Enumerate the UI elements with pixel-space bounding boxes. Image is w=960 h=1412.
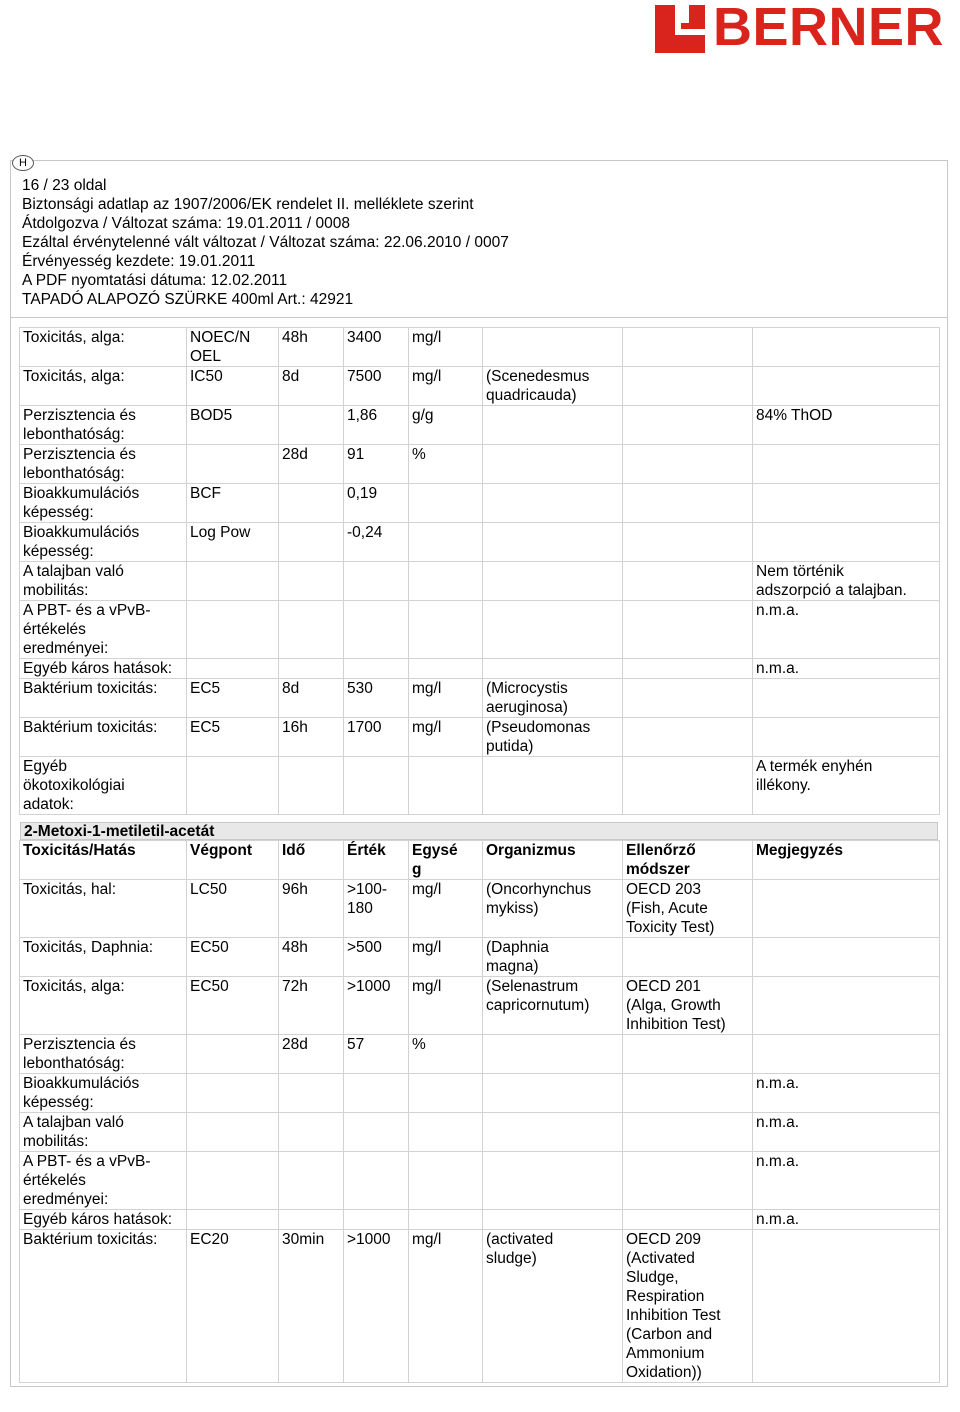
table-cell: %	[409, 445, 483, 484]
table-cell	[409, 562, 483, 601]
table-cell: >500	[344, 938, 409, 977]
table-cell	[279, 523, 344, 562]
table-row	[20, 659, 940, 679]
table-cell	[753, 718, 940, 757]
table-cell: mg/l	[409, 880, 483, 938]
table-cell	[483, 484, 623, 523]
table-cell	[187, 757, 279, 815]
table-cell: 28d	[279, 1035, 344, 1074]
table-cell	[187, 1035, 279, 1074]
table-row	[20, 977, 940, 1035]
table-row	[20, 1074, 940, 1113]
table-cell	[623, 523, 753, 562]
table-cell: Baktérium toxicitás:	[20, 1230, 187, 1383]
table-cell	[344, 1210, 409, 1230]
table-row	[20, 328, 940, 367]
table-cell	[753, 938, 940, 977]
table-cell: 8d	[279, 679, 344, 718]
table-cell	[483, 406, 623, 445]
table-cell: Baktérium toxicitás:	[20, 718, 187, 757]
table-cell: OECD 209 (Activated Sludge, Respiration Inhibition Test (Carbon and Ammonium Oxidation))	[623, 1230, 753, 1383]
table-cell: 72h	[279, 977, 344, 1035]
table-cell	[623, 757, 753, 815]
column-header: Egysé g	[409, 841, 483, 880]
table-cell	[623, 1113, 753, 1152]
table-cell: 8d	[279, 367, 344, 406]
table-cell: -0,24	[344, 523, 409, 562]
table-cell: Perzisztencia és lebonthatóság:	[20, 406, 187, 445]
table-cell	[623, 938, 753, 977]
table-cell: 96h	[279, 880, 344, 938]
table-cell	[344, 562, 409, 601]
column-header: Érték	[344, 841, 409, 880]
table-cell	[279, 562, 344, 601]
table-cell	[279, 757, 344, 815]
table-cell: 84% ThOD	[753, 406, 940, 445]
table-cell	[409, 1113, 483, 1152]
table-cell	[187, 562, 279, 601]
table-cell: (Oncorhynchus mykiss)	[483, 880, 623, 938]
table-cell	[483, 601, 623, 659]
table-cell: 16h	[279, 718, 344, 757]
column-header: Végpont	[187, 841, 279, 880]
table-cell	[753, 1035, 940, 1074]
table-cell	[483, 659, 623, 679]
table-cell: 48h	[279, 328, 344, 367]
table-cell: (Selenastrum capricornutum)	[483, 977, 623, 1035]
table-cell	[409, 484, 483, 523]
table-cell	[279, 601, 344, 659]
table-cell: Toxicitás, alga:	[20, 328, 187, 367]
substance-ecotox-table	[19, 840, 940, 1383]
table-cell	[187, 659, 279, 679]
table-cell: n.m.a.	[753, 601, 940, 659]
table-cell	[623, 484, 753, 523]
table-cell	[279, 659, 344, 679]
table-cell	[187, 601, 279, 659]
table-cell: EC50	[187, 938, 279, 977]
table-cell	[623, 601, 753, 659]
table-cell	[483, 1113, 623, 1152]
product-line: TAPADÓ ALAPOZÓ SZÜRKE 400ml Art.: 42921	[22, 291, 354, 308]
table-cell	[623, 1074, 753, 1113]
table-cell	[279, 1074, 344, 1113]
table-cell	[753, 367, 940, 406]
table-cell	[409, 1210, 483, 1230]
table-row	[20, 1230, 940, 1383]
table-cell: Baktérium toxicitás:	[20, 679, 187, 718]
table-cell: g/g	[409, 406, 483, 445]
table-cell: OECD 203 (Fish, Acute Toxicity Test)	[623, 880, 753, 938]
table-cell	[409, 601, 483, 659]
table-cell: mg/l	[409, 977, 483, 1035]
table-cell	[409, 523, 483, 562]
table-row	[20, 1113, 940, 1152]
table-cell	[753, 484, 940, 523]
table-cell	[753, 1230, 940, 1383]
table-cell: EC5	[187, 718, 279, 757]
table-cell	[623, 1152, 753, 1210]
table-row	[20, 679, 940, 718]
table-cell	[623, 1035, 753, 1074]
doc-title: Biztonsági adatlap az 1907/2006/EK rendelet II. melléklete szerint	[22, 196, 474, 213]
table-row	[20, 601, 940, 659]
table-cell: Perzisztencia és lebonthatóság:	[20, 445, 187, 484]
table-cell: IC50	[187, 367, 279, 406]
column-header: Idő	[279, 841, 344, 880]
table-cell: %	[409, 1035, 483, 1074]
table-cell: Bioakkumulációs képesség:	[20, 523, 187, 562]
table-cell	[623, 406, 753, 445]
table-cell	[623, 718, 753, 757]
table-cell: 30min	[279, 1230, 344, 1383]
table-cell: Toxicitás, hal:	[20, 880, 187, 938]
table-cell: >1000	[344, 977, 409, 1035]
table-cell: LC50	[187, 880, 279, 938]
berner-logo	[655, 0, 960, 57]
table-cell	[187, 1113, 279, 1152]
berner-logo-mark-icon	[655, 5, 705, 53]
superseded-line: Ezáltal érvénytelenné vált változat / Változat száma: 22.06.2010 / 0007	[22, 234, 509, 251]
table-cell: 57	[344, 1035, 409, 1074]
brand-name: BERNER	[713, 0, 945, 57]
table-cell: mg/l	[409, 1230, 483, 1383]
table-cell	[623, 367, 753, 406]
table-cell	[753, 328, 940, 367]
table-cell: n.m.a.	[753, 659, 940, 679]
table-cell: EC50	[187, 977, 279, 1035]
table-cell	[623, 659, 753, 679]
table-cell: n.m.a.	[753, 1074, 940, 1113]
document-header	[22, 176, 509, 309]
table-cell: EC5	[187, 679, 279, 718]
table-cell: A PBT- és a vPvB- értékelés eredményei:	[20, 601, 187, 659]
table-row	[20, 880, 940, 938]
table-cell	[409, 1074, 483, 1113]
table-cell	[623, 445, 753, 484]
page-number: 16 / 23 oldal	[22, 177, 107, 194]
table-row	[20, 484, 940, 523]
table-cell: 530	[344, 679, 409, 718]
table-cell: Egyéb ökotoxikológiai adatok:	[20, 757, 187, 815]
table-cell: 0,19	[344, 484, 409, 523]
table-cell: n.m.a.	[753, 1152, 940, 1210]
table-cell: n.m.a.	[753, 1210, 940, 1230]
table-cell: mg/l	[409, 679, 483, 718]
table-cell	[187, 1074, 279, 1113]
table-cell	[409, 659, 483, 679]
table-cell: (Microcystis aeruginosa)	[483, 679, 623, 718]
table-row	[20, 757, 940, 815]
table-row	[20, 1035, 940, 1074]
table-cell: 48h	[279, 938, 344, 977]
header-divider	[10, 317, 947, 318]
table-cell: BCF	[187, 484, 279, 523]
table-cell: NOEC/N OEL	[187, 328, 279, 367]
table-cell	[483, 757, 623, 815]
table-cell: Nem történik adszorpció a talajban.	[753, 562, 940, 601]
section-title: 2-Metoxi-1-metiletil-acetát	[20, 822, 938, 840]
table-cell	[483, 1152, 623, 1210]
table-cell	[279, 1152, 344, 1210]
column-header: Megjegyzés	[753, 841, 940, 880]
table-cell	[344, 601, 409, 659]
ecotox-table	[19, 327, 940, 815]
table-cell	[279, 1210, 344, 1230]
print-date-line: A PDF nyomtatási dátuma: 12.02.2011	[22, 272, 288, 289]
table-row	[20, 1210, 940, 1230]
table-cell	[753, 679, 940, 718]
table-row	[20, 406, 940, 445]
table-cell	[187, 445, 279, 484]
table-cell	[187, 1210, 279, 1230]
table-cell: n.m.a.	[753, 1113, 940, 1152]
table-cell: 7500	[344, 367, 409, 406]
table-cell: BOD5	[187, 406, 279, 445]
table-cell	[483, 1035, 623, 1074]
table-cell	[483, 562, 623, 601]
table-cell	[753, 880, 940, 938]
table-cell: Egyéb káros hatások:	[20, 1210, 187, 1230]
table-cell: >1000	[344, 1230, 409, 1383]
table-cell: mg/l	[409, 367, 483, 406]
table-cell: Log Pow	[187, 523, 279, 562]
table-cell: 1700	[344, 718, 409, 757]
table-cell: 1,86	[344, 406, 409, 445]
table-cell: (Pseudomonas putida)	[483, 718, 623, 757]
table-header-row	[20, 841, 940, 880]
table-row	[20, 562, 940, 601]
table-cell	[623, 328, 753, 367]
table-cell	[344, 1152, 409, 1210]
column-header: Toxicitás/Hatás	[20, 841, 187, 880]
table-cell: Bioakkumulációs képesség:	[20, 484, 187, 523]
table-cell: 28d	[279, 445, 344, 484]
table-cell	[483, 328, 623, 367]
table-cell	[344, 1074, 409, 1113]
table-cell: A talajban való mobilitás:	[20, 1113, 187, 1152]
table-cell	[187, 1152, 279, 1210]
table-cell: OECD 201 (Alga, Growth Inhibition Test)	[623, 977, 753, 1035]
table-cell	[483, 445, 623, 484]
table-cell: (Scenedesmus quadricauda)	[483, 367, 623, 406]
table-cell: A PBT- és a vPvB- értékelés eredményei:	[20, 1152, 187, 1210]
table-cell: mg/l	[409, 938, 483, 977]
table-cell	[279, 406, 344, 445]
table-cell: mg/l	[409, 328, 483, 367]
table-row	[20, 718, 940, 757]
table-cell	[344, 757, 409, 815]
table-row	[20, 938, 940, 977]
table-cell	[409, 1152, 483, 1210]
table-row	[20, 523, 940, 562]
table-cell	[483, 523, 623, 562]
language-badge: H	[12, 155, 34, 171]
table-cell: Toxicitás, alga:	[20, 977, 187, 1035]
table-row	[20, 445, 940, 484]
table-row	[20, 1152, 940, 1210]
table-cell	[753, 445, 940, 484]
table-cell	[623, 562, 753, 601]
validity-line: Érvényesség kezdete: 19.01.2011	[22, 253, 256, 270]
table-cell	[753, 977, 940, 1035]
table-cell: A termék enyhén illékony.	[753, 757, 940, 815]
table-cell: >100- 180	[344, 880, 409, 938]
table-cell: mg/l	[409, 718, 483, 757]
table-cell	[483, 1210, 623, 1230]
table-cell	[483, 1074, 623, 1113]
table-cell: EC20	[187, 1230, 279, 1383]
table-cell: Bioakkumulációs képesség:	[20, 1074, 187, 1113]
table-cell: (activated sludge)	[483, 1230, 623, 1383]
table-cell: A talajban való mobilitás:	[20, 562, 187, 601]
table-cell: 91	[344, 445, 409, 484]
table-cell	[344, 1113, 409, 1152]
table-cell: Toxicitás, alga:	[20, 367, 187, 406]
table-cell	[344, 659, 409, 679]
table-row	[20, 367, 940, 406]
table-cell: 3400	[344, 328, 409, 367]
table-cell	[409, 757, 483, 815]
table-cell: Perzisztencia és lebonthatóság:	[20, 1035, 187, 1074]
revision-line: Átdolgozva / Változat száma: 19.01.2011 / 0008	[22, 215, 351, 232]
table-cell	[279, 484, 344, 523]
table-cell	[623, 679, 753, 718]
table-cell: Egyéb káros hatások:	[20, 659, 187, 679]
column-header: Organizmus	[483, 841, 623, 880]
table-cell	[279, 1113, 344, 1152]
table-cell	[623, 1210, 753, 1230]
table-cell	[753, 523, 940, 562]
table-cell: (Daphnia magna)	[483, 938, 623, 977]
table-cell: Toxicitás, Daphnia:	[20, 938, 187, 977]
column-header: Ellenőrző módszer	[623, 841, 753, 880]
